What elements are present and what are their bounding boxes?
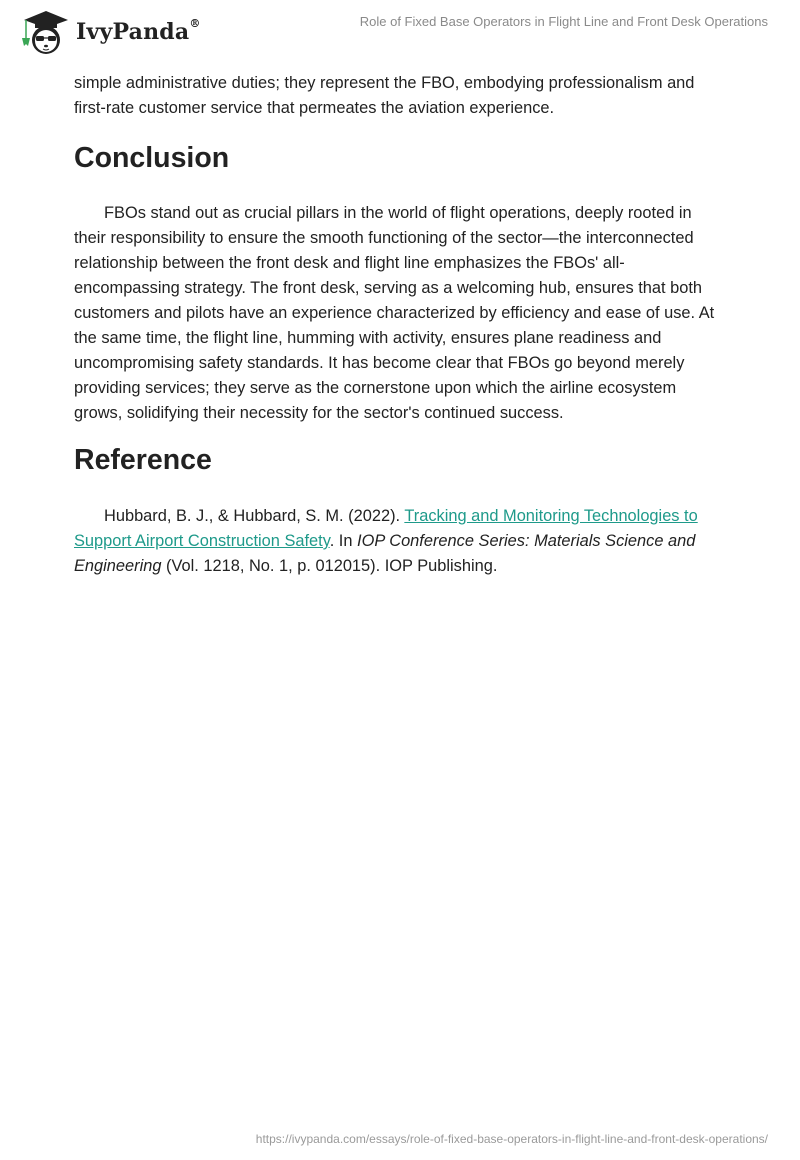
reference-entry [74,504,724,579]
reference-in: . In [329,532,358,550]
document-title: Role of Fixed Base Operators in Flight Line and Front Desk Operations [359,14,768,29]
conclusion-paragraph: FBOs stand out as crucial pillars in the world of flight operations, deeply rooted in their responsibility to ensure the smooth functioning of the sector—the interconnected relationship between the front desk and flight line emphasizes the FBOs' all-encompassing strategy. The front desk, serving as a welcoming hub, ensures that both customers and pilots have an experience characterized by efficiency and ease of use. At the same time, the flight line, humming with activity, ensures plane readiness and uncompromising safety standards. It has become clear that FBOs go beyond merely providing services; they serve as the cornerstone upon which the airline ecosystem grows, solidifying their necessity for the sector's continued success. [74,204,715,422]
reference-venue: IOP Conference Series: Materials Science and Engineering [74,532,696,575]
reference-title-link[interactable]: Tracking and Monitoring Technologies to Support Airport Construction Safety [74,507,698,550]
conclusion-heading: Conclusion [74,142,230,174]
reference-authors: Hubbard, B. J., & Hubbard, S. M. (2022). [104,507,405,525]
logo-wordmark: IvyPanda® [76,17,201,45]
reference-heading: Reference [74,444,212,476]
essay-content [74,71,724,579]
ivypanda-logo[interactable] [18,8,201,56]
footer-url: https://ivypanda.com/essays/role-of-fixed-base-operators-in-flight-line-and-front-desk-operations/ [255,1132,768,1146]
page-header [0,0,800,60]
reference-details: (Vol. 1218, No. 1, p. 012015). IOP Publishing. [161,557,498,575]
intro-continuation-paragraph: simple administrative duties; they represent the FBO, embodying professionalism and first-rate customer service that permeates the aviation experience. [74,74,695,117]
panda-graduate-logo-icon [18,8,70,56]
